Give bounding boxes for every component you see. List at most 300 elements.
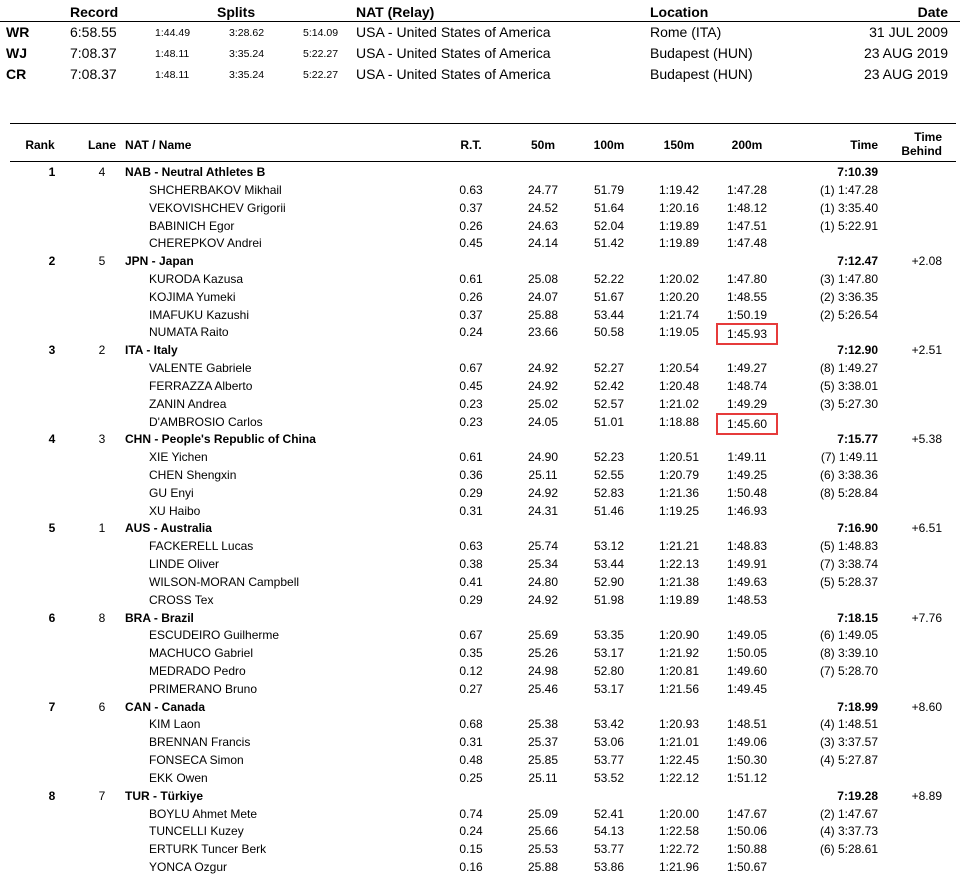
- swimmer-200m: 1:49.91: [726, 557, 768, 571]
- swimmer-100m: 52.27: [593, 361, 625, 375]
- swimmer-150m: 1:20.02: [658, 271, 700, 286]
- swimmer-150m: 1:21.56: [658, 681, 700, 696]
- swimmer-50m: 25.74: [527, 539, 559, 554]
- swimmer-name: KOJIMA Yumeki: [149, 289, 236, 304]
- swimmer-50m: 24.80: [527, 574, 559, 589]
- swimmer-row: [10, 199, 956, 217]
- swimmer-100m: 51.46: [593, 503, 625, 518]
- team-rank: 6: [48, 610, 56, 625]
- swimmer-name: PRIMERANO Bruno: [149, 681, 258, 696]
- swimmer-150m: 1:20.48: [658, 378, 700, 393]
- team-rank: 3: [48, 343, 56, 358]
- swimmer-100m: 53.35: [593, 628, 625, 643]
- header-rank: Rank: [25, 138, 55, 152]
- swimmer-100m: 52.80: [593, 664, 625, 678]
- team-name: TUR - Türkiye: [125, 788, 204, 803]
- swimmer-50m: 25.38: [527, 717, 559, 732]
- swimmer-150m: 1:20.93: [658, 717, 700, 732]
- team-rank: 4: [48, 432, 56, 447]
- header-time-behind-2: Behind: [901, 144, 942, 158]
- swimmer-200m: 1:48.51: [726, 717, 768, 732]
- team-name: CHN - People's Republic of China: [125, 432, 316, 447]
- swimmer-100m: 52.42: [593, 378, 625, 393]
- swimmer-100m: 52.22: [593, 271, 625, 286]
- swimmer-150m: 1:20.79: [658, 467, 700, 482]
- swimmer-150m: 1:21.01: [658, 735, 700, 750]
- swimmer-100m: 52.04: [593, 218, 625, 233]
- swimmer-200m: 1:48.74: [726, 378, 768, 393]
- swimmer-row: [10, 715, 956, 733]
- swimmer-row: [10, 181, 956, 199]
- swimmer-100m: 53.77: [593, 753, 625, 768]
- swimmer-100m: 52.55: [593, 467, 625, 482]
- swimmer-100m: 54.13: [593, 824, 625, 839]
- team-row: [10, 163, 956, 181]
- swimmer-name: FERRAZZA Alberto: [149, 378, 253, 393]
- swimmer-reaction-time: 0.45: [459, 378, 483, 393]
- swimmer-100m: 51.98: [593, 592, 625, 607]
- swimmer-200m: 1:50.48: [726, 485, 768, 500]
- team-name: AUS - Australia: [125, 521, 212, 536]
- swimmer-50m: 25.85: [527, 753, 559, 768]
- swimmer-150m: 1:22.13: [658, 557, 700, 571]
- swimmer-name: CROSS Tex: [149, 592, 214, 607]
- record-date: 23 AUG 2019: [863, 45, 948, 61]
- swimmer-row: [10, 413, 956, 431]
- swimmer-row: [10, 733, 956, 751]
- team-time-behind: +8.60: [911, 699, 942, 714]
- header-150m: 150m: [663, 138, 695, 152]
- swimmer-row: [10, 448, 956, 466]
- team-row: [10, 609, 956, 627]
- swimmer-50m: 24.31: [527, 503, 559, 518]
- swimmer-200m: 1:47.51: [726, 218, 768, 233]
- swimmer-row: [10, 234, 956, 252]
- swimmer-cumulative-split: (4) 5:27.87: [819, 753, 878, 768]
- record-split: 3:35.24: [229, 69, 265, 81]
- swimmer-row: [10, 591, 956, 609]
- swimmer-row: [10, 502, 956, 520]
- swimmer-reaction-time: 0.63: [459, 539, 483, 554]
- record-nat: USA - United States of America: [356, 66, 551, 82]
- record-location: Rome (ITA): [650, 24, 722, 40]
- swimmer-200m: 1:49.60: [726, 664, 768, 678]
- swimmer-cumulative-split: (5) 3:38.01: [819, 378, 878, 393]
- swimmer-cumulative-split: (8) 5:28.84: [819, 485, 878, 500]
- swimmer-50m: 24.52: [527, 200, 559, 215]
- swimmer-200m: 1:49.45: [726, 681, 768, 696]
- swimmer-reaction-time: 0.24: [459, 325, 483, 340]
- record-split: 1:48.11: [155, 69, 190, 81]
- swimmer-100m: 53.17: [593, 681, 625, 696]
- swimmer-name: CHEN Shengxin: [149, 467, 237, 482]
- swimmer-row: [10, 626, 956, 644]
- swimmer-name: XU Haibo: [149, 503, 201, 518]
- header-time: Time: [850, 138, 878, 152]
- swimmer-150m: 1:20.16: [658, 200, 700, 215]
- team-rank: 5: [48, 521, 56, 536]
- swimmer-150m: 1:21.74: [658, 307, 700, 322]
- swimmer-50m: 25.69: [527, 628, 559, 643]
- swimmer-reaction-time: 0.12: [459, 664, 483, 678]
- swimmer-50m: 25.37: [527, 735, 559, 750]
- swimmer-200m: 1:49.25: [726, 467, 768, 482]
- team-time: 7:18.15: [837, 610, 878, 625]
- swimmer-name: WILSON-MORAN Campbell: [149, 574, 300, 589]
- swimmer-row: [10, 537, 956, 555]
- swimmer-150m: 1:21.96: [658, 860, 700, 874]
- team-lane: 2: [98, 343, 106, 358]
- swimmer-cumulative-split: (2) 3:36.35: [819, 289, 878, 304]
- record-code: CR: [6, 66, 27, 82]
- swimmer-150m: 1:22.72: [658, 842, 700, 857]
- swimmer-name: LINDE Oliver: [149, 557, 220, 571]
- record-row: [0, 43, 960, 64]
- swimmer-150m: 1:21.36: [658, 485, 700, 500]
- swimmer-200m: 1:46.93: [726, 503, 768, 518]
- swimmer-50m: 25.88: [527, 307, 559, 322]
- record-location: Budapest (HUN): [650, 45, 753, 61]
- swimmer-reaction-time: 0.67: [459, 628, 483, 643]
- record-time: 7:08.37: [70, 45, 117, 61]
- swimmer-cumulative-split: (6) 5:28.61: [819, 842, 878, 857]
- team-row: [10, 430, 956, 448]
- team-time: 7:19.28: [837, 788, 878, 803]
- swimmer-150m: 1:21.38: [658, 574, 700, 589]
- team-lane: 3: [98, 432, 106, 447]
- swimmer-reaction-time: 0.67: [459, 361, 483, 375]
- swimmer-row: [10, 644, 956, 662]
- results-header-rule: [10, 161, 956, 162]
- swimmer-150m: 1:20.54: [658, 361, 700, 375]
- swimmer-reaction-time: 0.15: [459, 842, 483, 857]
- swimmer-row: [10, 751, 956, 769]
- swimmer-name: D'AMBROSIO Carlos: [149, 414, 263, 429]
- swimmer-200m: 1:50.67: [726, 860, 768, 874]
- swimmer-50m: 25.88: [527, 860, 559, 874]
- swimmer-row: [10, 840, 956, 858]
- record-time: 6:58.55: [70, 24, 117, 40]
- swimmer-reaction-time: 0.38: [459, 557, 483, 571]
- swimmer-150m: 1:21.21: [658, 539, 700, 554]
- swimmer-100m: 52.83: [593, 485, 625, 500]
- swimmer-reaction-time: 0.23: [459, 396, 483, 411]
- swimmer-200m: 1:49.27: [726, 361, 768, 375]
- record-split: 1:48.11: [155, 48, 190, 60]
- swimmer-200m: 1:50.19: [726, 307, 768, 322]
- swimmer-reaction-time: 0.27: [459, 681, 483, 696]
- swimmer-150m: 1:18.88: [658, 414, 700, 429]
- header-100m: 100m: [593, 138, 625, 152]
- swimmer-name: BABINICH Egor: [149, 218, 235, 233]
- records-header-nat: NAT (Relay): [356, 4, 435, 20]
- results-top-rule: [10, 123, 956, 124]
- swimmer-name: IMAFUKU Kazushi: [149, 307, 250, 322]
- record-nat: USA - United States of America: [356, 24, 551, 40]
- swimmer-row: [10, 395, 956, 413]
- swimmer-50m: 25.09: [527, 806, 559, 821]
- swimmer-200m: 1:48.83: [726, 539, 768, 554]
- swimmer-cumulative-split: (4) 1:48.51: [819, 717, 878, 732]
- team-time: 7:12.90: [837, 343, 878, 358]
- swimmer-reaction-time: 0.37: [459, 200, 483, 215]
- team-time-behind: +5.38: [911, 432, 942, 447]
- swimmer-150m: 1:20.20: [658, 289, 700, 304]
- swimmer-150m: 1:22.58: [658, 824, 700, 839]
- swimmer-name: KIM Laon: [149, 717, 201, 732]
- team-lane: 7: [98, 788, 106, 803]
- team-time-behind: +7.76: [911, 610, 942, 625]
- swimmer-50m: 24.07: [527, 289, 559, 304]
- record-date: 23 AUG 2019: [863, 66, 948, 82]
- swimmer-50m: 24.05: [527, 414, 559, 429]
- swimmer-reaction-time: 0.63: [459, 182, 483, 197]
- swimmer-name: XIE Yichen: [149, 450, 208, 465]
- swimmer-200m: 1:47.28: [726, 182, 768, 197]
- swimmer-name: NUMATA Raito: [149, 325, 229, 340]
- team-time: 7:10.39: [837, 165, 878, 179]
- swimmer-reaction-time: 0.41: [459, 574, 483, 589]
- record-row: [0, 22, 960, 43]
- record-nat: USA - United States of America: [356, 45, 551, 61]
- swimmer-50m: 24.77: [527, 182, 559, 197]
- swimmer-50m: 25.02: [527, 396, 559, 411]
- team-lane: 1: [98, 521, 106, 536]
- swimmer-cumulative-split: (7) 3:38.74: [819, 557, 878, 571]
- swimmer-100m: 53.44: [593, 557, 625, 571]
- swimmer-50m: 25.53: [527, 842, 559, 857]
- swimmer-200m: 1:48.53: [726, 592, 768, 607]
- swimmer-name: KURODA Kazusa: [149, 271, 244, 286]
- swimmer-200m: 1:48.12: [726, 200, 768, 215]
- swimmer-100m: 52.23: [593, 450, 625, 465]
- swimmer-100m: 53.42: [593, 717, 625, 732]
- swimmer-cumulative-split: (1) 5:22.91: [819, 218, 878, 233]
- swimmer-reaction-time: 0.31: [459, 735, 483, 750]
- record-time: 7:08.37: [70, 66, 117, 82]
- swimmer-name: TUNCELLI Kuzey: [149, 824, 244, 839]
- swimmer-row: [10, 359, 956, 377]
- swimmer-150m: 1:19.89: [658, 592, 700, 607]
- swimmer-50m: 25.66: [527, 824, 559, 839]
- record-split: 5:14.09: [303, 27, 339, 39]
- swimmer-name: VEKOVISHCHEV Grigorii: [149, 200, 286, 215]
- swimmer-150m: 1:22.45: [658, 753, 700, 768]
- team-lane: 6: [98, 699, 106, 714]
- swimmer-200m: 1:47.80: [726, 271, 768, 286]
- header-rt: R.T.: [460, 138, 482, 152]
- swimmer-reaction-time: 0.74: [459, 806, 483, 821]
- swimmer-row: [10, 662, 956, 680]
- swimmer-row: [10, 377, 956, 395]
- records-header-date: Date: [917, 4, 948, 20]
- swimmer-150m: 1:22.12: [658, 770, 700, 785]
- swimmer-200m: 1:50.06: [726, 824, 768, 839]
- swimmer-cumulative-split: (7) 5:28.70: [819, 664, 878, 678]
- swimmer-cumulative-split: (5) 1:48.83: [819, 539, 878, 554]
- swimmer-50m: 25.11: [528, 467, 558, 482]
- swimmer-200m: 1:50.30: [726, 753, 768, 768]
- swimmer-reaction-time: 0.45: [459, 236, 483, 251]
- swimmer-100m: 53.12: [593, 539, 625, 554]
- swimmer-cumulative-split: (2) 1:47.67: [819, 806, 878, 821]
- swimmer-reaction-time: 0.25: [459, 770, 483, 785]
- swimmer-name: YONCA Ozgur: [149, 860, 228, 874]
- swimmer-200m: 1:50.05: [726, 646, 768, 661]
- record-split: 3:28.62: [229, 27, 265, 39]
- swimmer-100m: 53.52: [593, 770, 625, 785]
- swimmer-150m: 1:20.00: [658, 806, 700, 821]
- swimmer-reaction-time: 0.37: [459, 307, 483, 322]
- team-rank: 8: [48, 788, 56, 803]
- swimmer-row: [10, 858, 956, 876]
- swimmer-150m: 1:20.81: [658, 664, 700, 678]
- swimmer-row: [10, 323, 956, 341]
- swimmer-row: [10, 573, 956, 591]
- team-name: BRA - Brazil: [125, 610, 194, 625]
- swimmer-name: FONSECA Simon: [149, 753, 244, 768]
- team-time: 7:16.90: [837, 521, 878, 536]
- team-row: [10, 698, 956, 716]
- swimmer-cumulative-split: (7) 1:49.11: [820, 450, 878, 465]
- swimmer-50m: 23.66: [527, 325, 559, 340]
- swimmer-100m: 53.77: [593, 842, 625, 857]
- swimmer-50m: 24.92: [527, 361, 559, 375]
- team-time: 7:15.77: [837, 432, 878, 447]
- team-lane: 5: [98, 254, 106, 269]
- swimmer-100m: 51.01: [593, 414, 625, 429]
- swimmer-100m: 51.42: [593, 236, 625, 251]
- swimmer-150m: 1:19.89: [658, 218, 700, 233]
- swimmer-cumulative-split: (5) 5:28.37: [819, 574, 878, 589]
- swimmer-reaction-time: 0.68: [459, 717, 483, 732]
- swimmer-row: [10, 805, 956, 823]
- swimmer-150m: 1:19.89: [658, 236, 700, 251]
- swimmer-150m: 1:19.25: [658, 503, 700, 518]
- swimmer-cumulative-split: (6) 3:38.36: [819, 467, 878, 482]
- swimmer-name: MEDRADO Pedro: [149, 664, 246, 678]
- team-rank: 2: [48, 254, 56, 269]
- swimmer-name: CHEREPKOV Andrei: [149, 236, 262, 251]
- swimmer-50m: 24.63: [527, 218, 559, 233]
- team-name: ITA - Italy: [125, 343, 178, 358]
- team-row: [10, 252, 956, 270]
- swimmer-cumulative-split: (8) 3:39.10: [819, 646, 878, 661]
- swimmer-reaction-time: 0.29: [459, 485, 483, 500]
- team-row: [10, 519, 956, 537]
- swimmer-200m: 1:49.63: [726, 574, 768, 589]
- swimmer-reaction-time: 0.35: [459, 646, 483, 661]
- swimmer-50m: 25.34: [527, 557, 559, 571]
- swimmer-50m: 25.11: [528, 770, 558, 785]
- swimmer-50m: 24.98: [527, 664, 559, 678]
- swimmer-150m: 1:21.92: [658, 646, 700, 661]
- swimmer-reaction-time: 0.48: [459, 753, 483, 768]
- swimmer-row: [10, 680, 956, 698]
- team-time-behind: +2.08: [911, 254, 942, 269]
- swimmer-100m: 52.41: [593, 806, 625, 821]
- records-header-record: Record: [70, 4, 119, 20]
- team-lane: 8: [98, 610, 106, 625]
- swimmer-row: [10, 555, 956, 573]
- swimmer-100m: 51.67: [593, 289, 625, 304]
- swimmer-cumulative-split: (4) 3:37.73: [819, 824, 878, 839]
- swimmer-100m: 53.06: [593, 735, 625, 750]
- swimmer-100m: 52.90: [593, 574, 625, 589]
- swimmer-name: BRENNAN Francis: [149, 735, 251, 750]
- record-location: Budapest (HUN): [650, 66, 753, 82]
- header-50m: 50m: [530, 138, 556, 152]
- swimmer-cumulative-split: (1) 3:35.40: [819, 200, 878, 215]
- swimmer-200m: 1:49.29: [726, 396, 768, 411]
- swimmer-100m: 53.44: [593, 307, 625, 322]
- swimmer-name: BOYLU Ahmet Mete: [149, 806, 258, 821]
- swimmer-200m: 1:51.12: [726, 770, 768, 785]
- record-date: 31 JUL 2009: [869, 24, 948, 40]
- swimmer-row: [10, 466, 956, 484]
- swimmer-row: [10, 769, 956, 787]
- highlighted-200m: 1:45.93: [716, 323, 778, 345]
- swimmer-name: VALENTE Gabriele: [149, 361, 252, 375]
- swimmer-200m: 1:47.48: [726, 236, 768, 251]
- swimmer-50m: 24.14: [527, 236, 559, 251]
- swimmer-cumulative-split: (3) 3:37.57: [819, 735, 878, 750]
- records-header-location: Location: [650, 4, 709, 20]
- swimmer-200m: 1:48.55: [726, 289, 768, 304]
- swimmer-50m: 25.26: [527, 646, 559, 661]
- header-200m: 200m: [731, 138, 763, 152]
- swimmer-cumulative-split: (3) 1:47.80: [819, 271, 878, 286]
- swimmer-name: FACKERELL Lucas: [149, 539, 254, 554]
- swimmer-cumulative-split: (3) 5:27.30: [819, 396, 878, 411]
- swimmer-50m: 24.90: [527, 450, 559, 465]
- swimmer-100m: 51.79: [593, 182, 625, 197]
- record-code: WR: [6, 24, 30, 40]
- team-time-behind: +8.89: [911, 788, 942, 803]
- team-time-behind: +2.51: [911, 343, 942, 358]
- swimmer-50m: 24.92: [527, 485, 559, 500]
- team-rank: 1: [48, 165, 56, 179]
- swimmer-150m: 1:21.02: [658, 396, 700, 411]
- team-time: 7:12.47: [837, 254, 878, 269]
- record-split: 5:22.27: [303, 48, 339, 60]
- swimmer-200m: 1:50.88: [726, 842, 768, 857]
- team-lane: 4: [98, 165, 106, 179]
- swimmer-150m: 1:20.51: [658, 450, 700, 465]
- team-row: [10, 341, 956, 359]
- swimmer-50m: 24.92: [527, 378, 559, 393]
- swimmer-cumulative-split: (1) 1:47.28: [819, 182, 878, 197]
- team-row: [10, 787, 956, 805]
- record-split: 5:22.27: [303, 69, 339, 81]
- team-name: CAN - Canada: [125, 699, 206, 714]
- swimmer-cumulative-split: (8) 1:49.27: [819, 361, 878, 375]
- records-header-splits: Splits: [217, 4, 256, 20]
- team-rank: 7: [48, 699, 56, 714]
- header-lane: Lane: [87, 138, 116, 152]
- swimmer-200m: 1:47.67: [726, 806, 768, 821]
- highlighted-200m: 1:45.60: [716, 413, 778, 435]
- swimmer-reaction-time: 0.61: [459, 271, 483, 286]
- header-time-behind-1: Time: [914, 130, 942, 144]
- swimmer-cumulative-split: (2) 5:26.54: [819, 307, 878, 322]
- swimmer-name: ESCUDEIRO Guilherme: [149, 628, 280, 643]
- swimmer-150m: 1:19.05: [658, 325, 700, 340]
- swimmer-100m: 53.86: [593, 860, 625, 874]
- swimmer-row: [10, 822, 956, 840]
- swimmer-cumulative-split: (6) 1:49.05: [819, 628, 878, 643]
- swimmer-reaction-time: 0.26: [459, 218, 483, 233]
